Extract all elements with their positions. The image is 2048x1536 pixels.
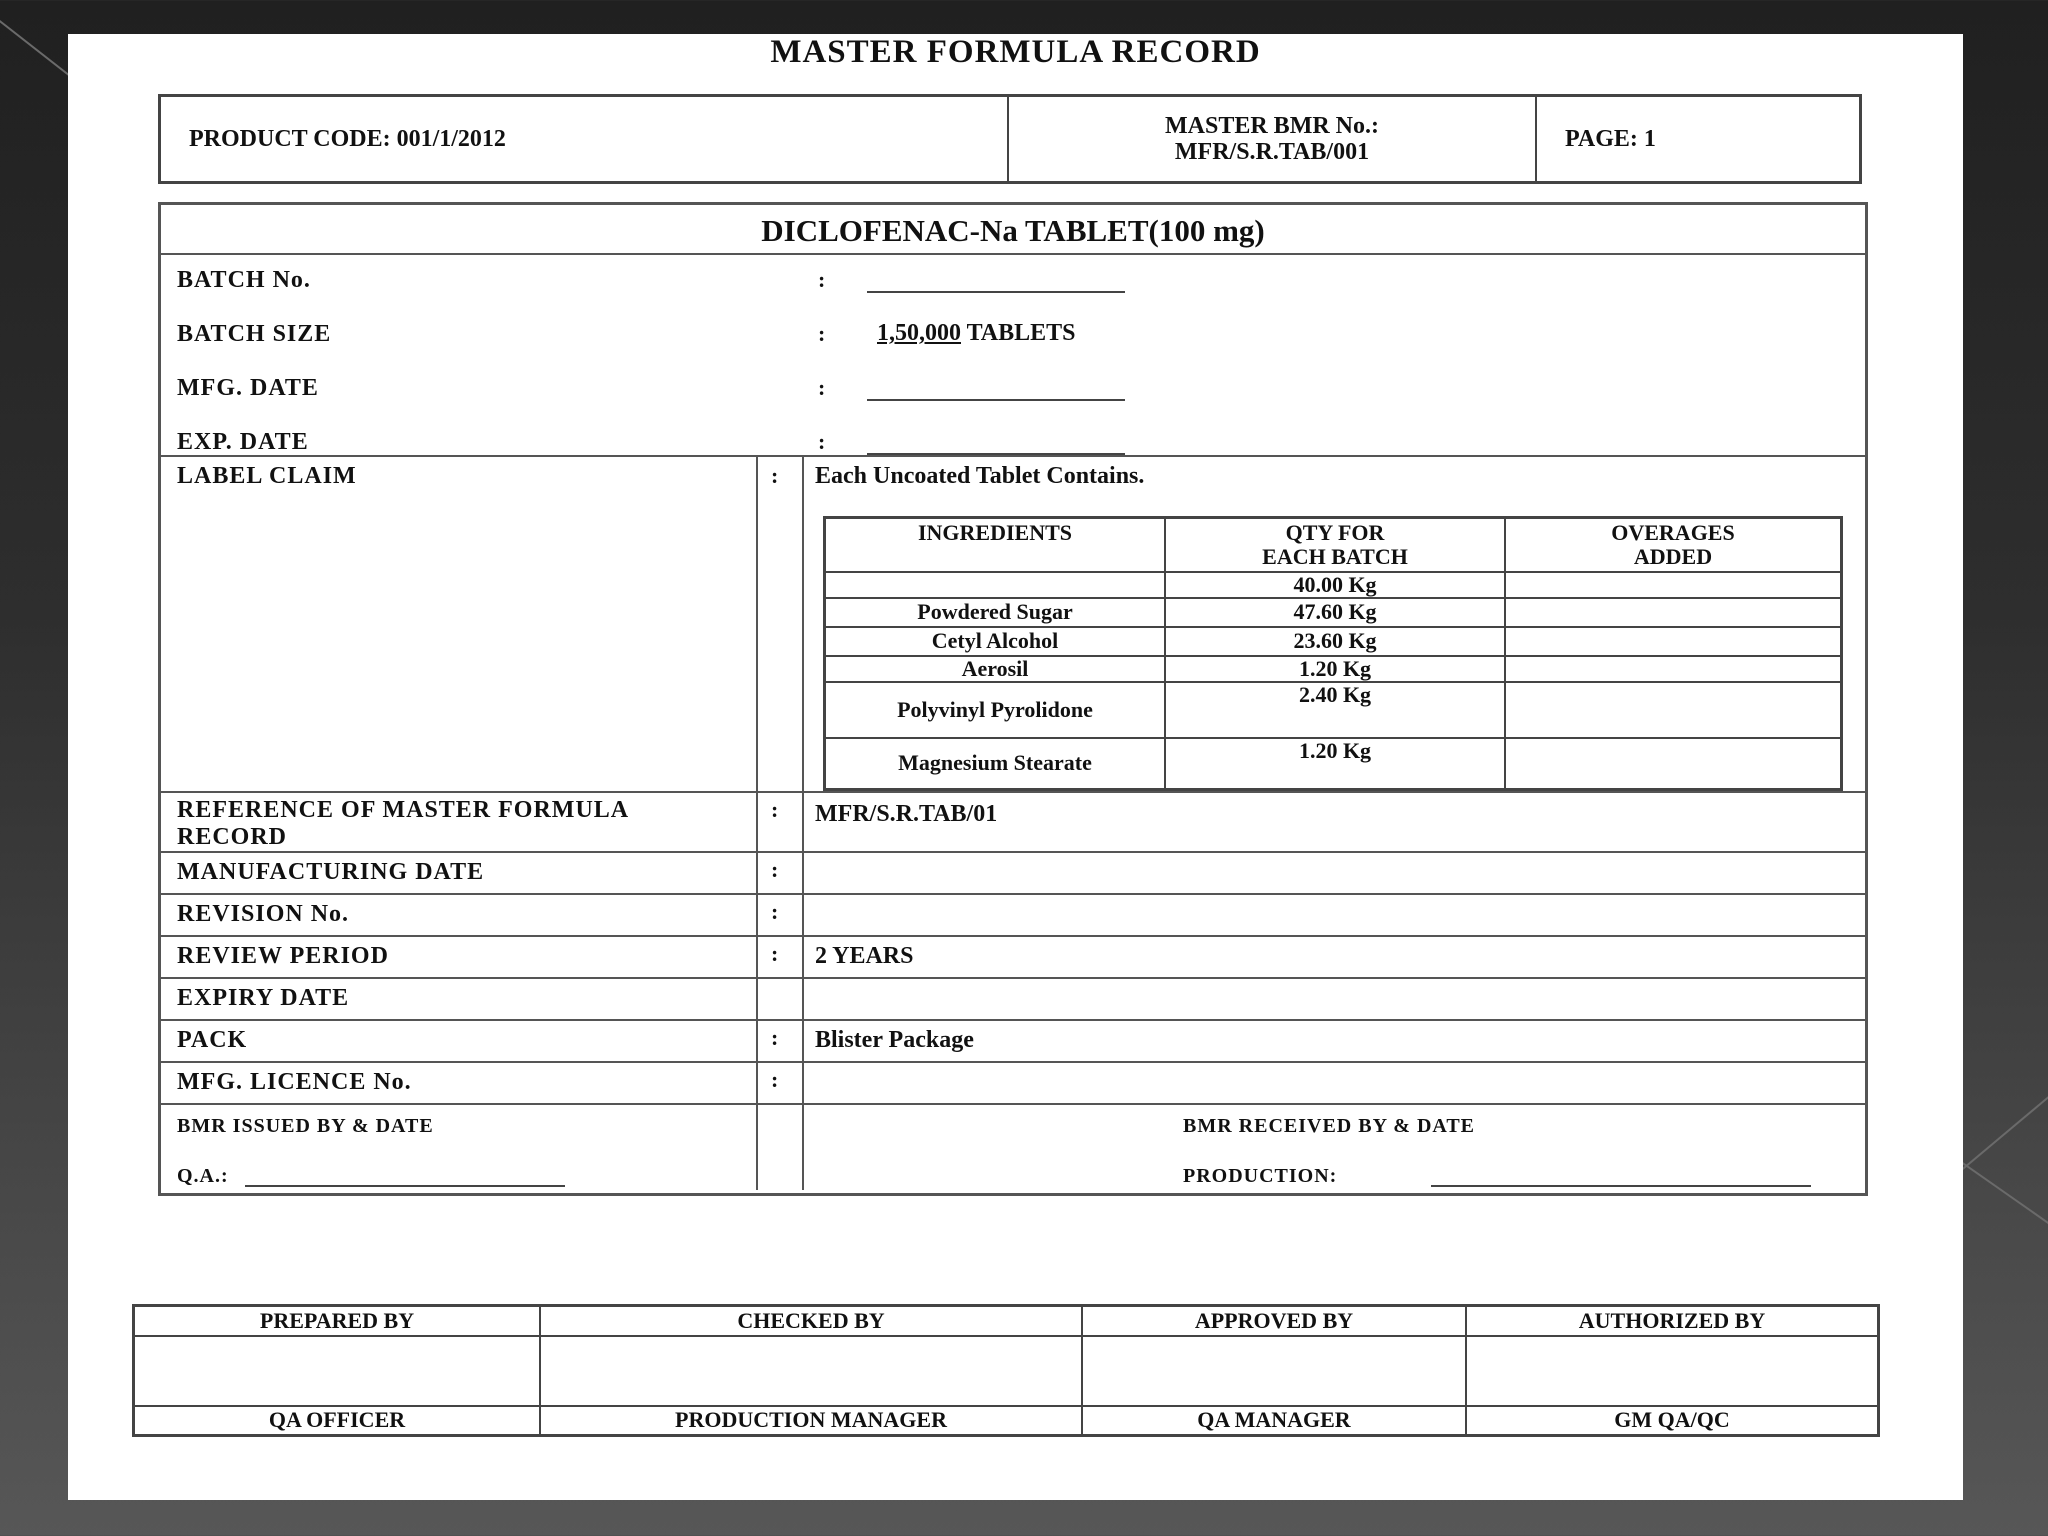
table-row [825,572,1842,598]
production-signature-label: PRODUCTION: [1183,1165,1338,1187]
row-divider [161,935,1865,937]
checked-by-role: PRODUCTION MANAGER [540,1406,1082,1436]
ingredient-qty: 1.20 Kg [1165,738,1505,790]
row-divider [161,893,1865,895]
colon: : [771,1025,779,1050]
pack-label: PACK [177,1027,248,1053]
colon: : [818,321,826,346]
ingredient-qty: 47.60 Kg [1165,598,1505,627]
master-bmr-label: MASTER BMR No.: [1165,113,1379,139]
reference-mfr-value: MFR/S.R.TAB/01 [815,801,998,827]
ingredient-overage [1505,598,1842,627]
colon: : [818,267,826,292]
document-title: MASTER FORMULA RECORD [770,34,1261,70]
qty-header-line2: EACH BATCH [1262,544,1408,569]
ingredient-name: Aerosil [825,656,1166,682]
batch-size-unit: TABLETS [966,320,1076,346]
master-bmr-number [1008,96,1536,183]
ingredient-name: Magnesium Stearate [825,738,1166,790]
row-divider [161,1103,1865,1105]
qty-header-line1: QTY FOR [1285,520,1385,545]
ingredient-qty: 40.00 Kg [1165,572,1505,598]
page-number: PAGE: 1 [1536,96,1861,183]
label-claim-label: LABEL CLAIM [177,463,357,489]
prepared-by-header: PREPARED BY [134,1306,541,1336]
background-decoration [1959,1160,2048,1230]
qa-signature-blank [245,1185,565,1187]
expiry-date-label: EXPIRY DATE [177,985,350,1011]
ingredients-column-header: INGREDIENTS [825,518,1166,572]
table-row [825,656,1842,682]
qa-signature-label: Q.A.: [177,1165,229,1187]
background-decoration [1960,1086,2048,1171]
ingredient-name: Cetyl Alcohol [825,627,1166,656]
batch-size-value [877,320,1076,347]
table-row [825,738,1842,790]
colon: : [771,1067,779,1092]
exp-date-label: EXP. DATE [177,429,309,455]
ingredient-name [825,572,1166,598]
authorized-by-role: GM QA/QC [1466,1406,1879,1436]
colon: : [771,899,779,924]
row-divider [161,1061,1865,1063]
overages-header-line2: ADDED [1633,544,1713,569]
reference-mfr-label: REFERENCE OF MASTER FORMULA RECORD [177,797,628,850]
table-row [825,682,1842,738]
row-divider [161,1019,1865,1021]
row-divider [161,977,1865,979]
manufacturing-date-label: MANUFACTURING DATE [177,859,485,885]
qty-column-header [1165,518,1505,572]
ingredient-overage [1505,682,1842,738]
header-table [158,94,1862,184]
revision-no-label: REVISION No. [177,901,350,927]
checked-by-header: CHECKED BY [540,1306,1082,1336]
mfg-licence-label: MFG. LICENCE No. [177,1069,412,1095]
ingredient-name: Polyvinyl Pyrolidone [825,682,1166,738]
ingredient-qty: 1.20 Kg [1165,656,1505,682]
colon: : [771,797,779,822]
prepared-by-signature [134,1336,541,1406]
colon: : [771,941,779,966]
ingredient-overage [1505,627,1842,656]
column-divider [802,455,804,1190]
batch-size-label: BATCH SIZE [177,321,332,347]
review-period-value: 2 YEARS [815,943,914,969]
product-code: PRODUCT CODE: 001/1/2012 [160,96,1009,183]
product-title: DICLOFENAC-Na TABLET(100 mg) [161,205,1865,255]
production-signature-blank [1431,1185,1811,1187]
checked-by-signature [540,1336,1082,1406]
batch-no-blank [867,291,1125,293]
ingredient-name: Powdered Sugar [825,598,1166,627]
table-row [825,627,1842,656]
approved-by-role: QA MANAGER [1082,1406,1466,1436]
bmr-issued-label: BMR ISSUED BY & DATE [177,1115,434,1137]
mfg-date-label: MFG. DATE [177,375,319,401]
prepared-by-role: QA OFFICER [134,1406,541,1436]
approved-by-signature [1082,1336,1466,1406]
ingredient-qty: 2.40 Kg [1165,682,1505,738]
table-row [825,598,1842,627]
batch-no-label: BATCH No. [177,267,311,293]
signature-table [132,1304,1880,1437]
main-record-table [158,202,1868,1196]
ingredients-table [823,516,1843,791]
bmr-received-label: BMR RECEIVED BY & DATE [1183,1115,1476,1137]
overages-column-header [1505,518,1842,572]
column-divider [756,455,758,1190]
ingredient-overage [1505,656,1842,682]
mfg-date-blank [867,399,1125,401]
colon: : [818,429,826,454]
authorized-by-signature [1466,1336,1879,1406]
ingredient-overage [1505,738,1842,790]
ingredient-qty: 23.60 Kg [1165,627,1505,656]
pack-value: Blister Package [815,1027,974,1053]
overages-header-line1: OVERAGES [1611,520,1735,545]
review-period-label: REVIEW PERIOD [177,943,389,969]
label-claim-text: Each Uncoated Tablet Contains. [815,463,1145,489]
master-bmr-value: MFR/S.R.TAB/001 [1174,139,1370,165]
colon: : [818,375,826,400]
approved-by-header: APPROVED BY [1082,1306,1466,1336]
colon: : [771,857,779,882]
authorized-by-header: AUTHORIZED BY [1466,1306,1879,1336]
row-divider [161,455,1865,457]
ingredient-overage [1505,572,1842,598]
batch-size-number: 1,50,000 [877,320,961,346]
row-divider [161,851,1865,853]
document-page [68,34,1963,1500]
colon: : [771,463,779,488]
row-divider [161,791,1865,793]
